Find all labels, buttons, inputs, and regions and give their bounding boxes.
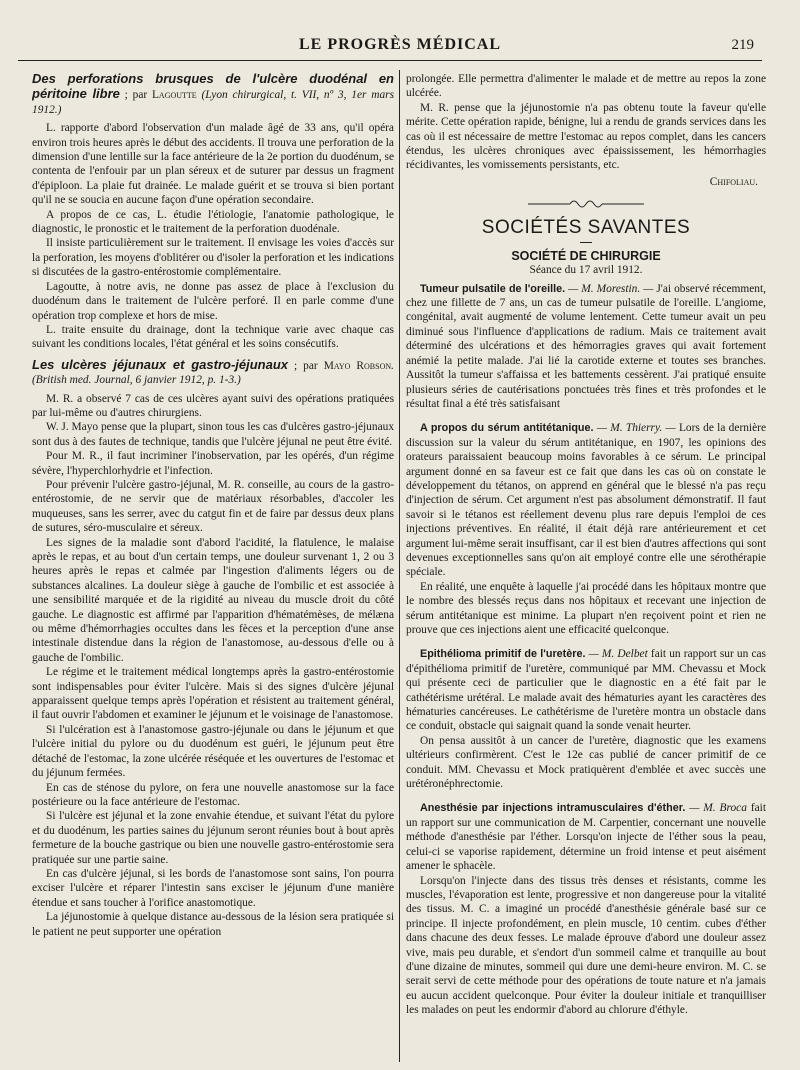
report-heading: Tumeur pulsatile de l'oreille. (420, 282, 566, 295)
paragraph: Si l'ulcère est jéjunal et la zone envahie étendue, et suivant l'état du pylore et du duodénum, les parties saines du jéjunum seront réunies bout à bout après fermeture de la bouche gastrique ou bien une nouvelle gastro-entérostomie sera pratiquée sur une partie saine. (32, 810, 394, 866)
report-heading: A propos du sérum antitétanique. (420, 422, 594, 435)
article-headline: Des perforations brusques de l'ulcère duodénal en péritoine libre (32, 72, 394, 102)
article-byline-pre: ; par (288, 359, 324, 372)
left-column (32, 72, 394, 1062)
session-date: Séance du 17 avril 1912. (529, 264, 643, 277)
paragraph: Lorsqu'on l'injecte dans des tissus très denses et résistants, comme les muscles, l'évaporation est lente, progressive et non dangereuse pour la vitalité des tissus. M. C. a imaginé un procédé d'anesthésie générale basé sur ce principe. Il injecte profondément, en plein muscle, 10 centim. cubes d'éther dans chacune des deux fesses. Le malade éprouve d'abord une douleur assez vive, mais peu durable, et s'endort d'un sommeil calme et tranquille au bout d'une dizaine de minutes, sommeil qui dure une demi-heure environ. M. C. se serait servi de cette méthode pour des opérations de toute nature et n'a jamais eu aucun accident quelconque. Pour éviter la douleur initiale et tranquilliser les malades on peut les endormir d'abord au chlorure d'éthyle. (406, 874, 766, 1017)
paragraph: L. rapporte d'abord l'observation d'un malade âgé de 33 ans, qu'il opéra environ trois heures après le début des accidents. Il trouva une perforation de la dimension d'une lentille sur la face antérieure de la 2e portion du duodénum, se contenta de l'enfouir par un plan séreux et de suturer par dessus un fragment d'épiploon. La plaie fut drainée. Le malade guérit et se trouva si bien portant qu'il ne se soucia en aucune façon d'une opération secondaire. (32, 122, 394, 207)
report-speaker: — M. Delbet (585, 648, 651, 661)
paragraph: Si l'ulcération est à l'anastomose gastro-jéjunale ou dans le jéjunum et que l'ulcère initial du pylore ou du duodénum est guéri, le jéjunum peut être détaché de l'estomac, la zone ulcérée réséquée et les ouvertures de l'estomac et du jéjunum fermées. (32, 723, 394, 780)
report-text: fait un rapport sur une communication de M. Carpentier, concernant une nouvelle méthode d'anesthésie par l'éther. Lorsqu'on injecte de l'éther sous la peau, celui-ci se vaporise rapidement, détermine un froid intense et peut aisément amener le sphacèle. (406, 802, 766, 873)
report-text: fait un rapport sur un cas d'épithélioma primitif de l'uretère, communiqué par MM. Chevassu et Mock qui présente ceci de particulier que le diagnostic en a été fait par le cathétérisme urétéral. Le malade avait des hématuries ayant les caractères des hématuries cancéreuses. Le cathétérisme de l'uretère montra un obstacle dans ce conduit, obstacle qui saignait quand la sonde venait heurter. (406, 648, 766, 733)
paragraph: W. J. Mayo pense que la plupart, sinon tous les cas d'ulcères gastro-jéjunaux sont dus à des fautes de technique, tandis que l'ulcère jéjunal ne peut être évité. (32, 421, 394, 448)
section-title: SOCIÉTÉS SAVANTES (481, 217, 691, 239)
report-speaker: — M. Thierry. — (593, 422, 679, 435)
paragraph: La jéjunostomie à quelque distance au-dessous de la lésion sera pratiquée si le patient ne peut supporter une opération (32, 911, 394, 938)
section-rule (580, 242, 592, 243)
paragraph: M. R. a observé 7 cas de ces ulcères ayant suivi des opérations pratiquées par lui-même ou d'autres chirurgiens. (32, 392, 394, 419)
author-signature: Chifoliau. (709, 175, 758, 188)
paragraph: En cas de sténose du pylore, on fera une nouvelle anastomose sur la face postérieure ou la face antérieure de l'estomac. (32, 781, 394, 808)
paragraph: L. traite ensuite du drainage, dont la technique varie avec chaque cas suivant les conditions locales, l'état général et les soins consécutifs. (32, 323, 394, 351)
report-paragraph (406, 421, 766, 579)
page-number: 219 (731, 37, 754, 53)
paragraph: Pour M. R., il faut incriminer l'inobservation, par les opérés, d'un régime sévère, l'hyperchlorhydrie et l'infection. (32, 450, 394, 477)
report-text: J'ai observé récemment, chez une fillette de 7 ans, un cas de tumeur pulsatile de l'oreille. L'angiome, congénital, avait augmenté de volume lentement. Cette tumeur avait un peu diminué sous l'influence d'applications de radium. Mais ce traitement avait déterminé des ulcérations et des hémorragies graves qui avait fortement anémié la petite malade. J'ai lié la carotide externe et toutes ses branches. Aussitôt la tumeur s'affaissa et les battements cessèrent. J'ai pratiqué ensuite plusieurs séries de cautérisations ponctuées très fines et très profondes et le résultat final a été très satisfaisant (406, 282, 766, 410)
page-header (0, 0, 800, 60)
report-speaker: — M. Broca (685, 802, 751, 815)
article-headline: Les ulcères jéjunaux et gastro-jéjunaux (32, 356, 289, 372)
journal-title: LE PROGRÈS MÉDICAL (298, 36, 502, 53)
report-paragraph (406, 282, 766, 412)
article-title-ulceres (32, 358, 394, 388)
report-paragraph (406, 647, 766, 733)
article-author: Mayo Robson (323, 359, 392, 372)
paragraph: Les signes de la maladie sont d'abord l'acidité, la flatulence, le malaise après le repas, et au bout d'un certain temps, une douleur survenant 1, 2 ou 3 heures après le repas et calmée par l'ingestion d'aliments légers ou de substances alcalines. La douleur siège à gauche de l'ombilic et est associée à une sensibilité marquée et de la rigidité au niveau du muscle droit du côté gauche. Le diagnostic est affirmé par l'apparition d'hématémèses, de mélæna ou même d'hémorrhagies occultes dans les fèces et la perception d'une anse intestinale distendue dans la région de l'anastomose, au-dessous d'elle ou à gauche de l'ombilic. (32, 536, 394, 664)
paragraph: En réalité, une enquête à laquelle j'ai procédé dans les hôpitaux montre que le nombre des blessés reçus dans nos hôpitaux et recevant une injection de sérum antitétanique est minime. La plupart n'en reçoivent point et rien ne prouve que ces injections aient une efficacité quelconque. (406, 580, 766, 636)
article-byline-pre: ; par (119, 89, 152, 102)
paragraph: prolongée. Elle permettra d'alimenter le malade et de mettre au repos la zone ulcérée. (406, 73, 766, 100)
paragraph: Lagoutte, à notre avis, ne donne pas assez de place à l'exclusion du duodénum dans le traitement de l'ulcère perforé. Il en parle comme d'une opération trop complexe et hors de mise. (32, 280, 394, 322)
report-speaker: — M. Morestin. — (565, 282, 657, 295)
article-source: (Lyon chirurgical, t. VII, nº 3, 1er mars 1912.) (32, 89, 394, 116)
article-source: . (British med. Journal, 6 janvier 1912, p. 1-3.) (32, 359, 394, 387)
report-heading: Epithélioma primitif de l'uretère. (420, 648, 586, 661)
paragraph: Pour prévenir l'ulcère gastro-jéjunal, M. R. conseille, au cours de la gastro-entérostomie, de ne servir que de matériaux résorbables, d'accoler les muqueuses, sans les serrer, avec du catgut fin et de faire par dessus deux plans de sutures, séro-musculaire et séreux. (32, 478, 394, 535)
paragraph: A propos de ce cas, L. étudie l'étiologie, l'anatomie pathologique, le diagnostic, le pronostic et le traitement de la perforation duodénale. (32, 208, 394, 236)
right-column (406, 72, 766, 1062)
article-author: Lagoutte (151, 89, 197, 102)
subsection-title: SOCIÉTÉ DE CHIRURGIE (511, 249, 661, 264)
paragraph: Il insiste particulièrement sur le traitement. Il envisage les voies d'accès sur la perforation, les moyens d'oblitérer ou d'isoler la perforation et les indications si discutées de la gastro-entérostomie complémentaire. (32, 237, 394, 279)
report-paragraph (406, 801, 766, 873)
paragraph: On pensa aussitôt à un cancer de l'uretère, diagnostic que les examens ultérieurs confirmèrent. C'est le 12e cas publié de cancer primitif de ce conduit. MM. Chevassu et Mock pratiquèrent d'emblée et avec succès une urétéronéphrectomie. (406, 734, 766, 791)
ornamental-divider (526, 197, 646, 211)
paragraph: M. R. pense que la jéjunostomie n'a pas obtenu toute la faveur qu'elle mérite. Cette opération rapide, bénigne, lui a rendu de grands services dans les cas où il est nécessaire de mettre l'estomac au repos complet, dans les cancers étendus, les ulcères chroniques avec épaississement, les hémorrhagies récidivantes, les vomissements persistants, etc. (406, 101, 766, 172)
article-title-perforations (32, 72, 394, 117)
column-divider (399, 70, 400, 1062)
header-rule (18, 60, 762, 61)
paragraph: En cas d'ulcère jéjunal, si les bords de l'anastomose sont sains, l'on pourra exciser l'ulcère et réparer l'intestin sans exciser le jéjunum d'une manière étendue et sans toucher à l'orifice anastomotique. (32, 867, 394, 909)
paragraph: Le régime et le traitement médical longtemps après la gastro-entérostomie sont indispensables pour éviter l'ulcère. Mais si des signes d'ulcère jéjunal apparaissent quelque temps après l'opération et résistent au traitement général, il faut ouvrir l'abdomen et examiner le jéjunum et le voisinage de l'anastomose. (32, 666, 394, 722)
report-text: Lors de la dernière discussion sur la valeur du sérum antitétanique, en 1907, les opinions des orateurs paraissaient beaucoup moins favorables à ce sérum. Le principal argument donné en sa faveur est ce fait que dans les cas où on constate le développement du tétanos, on apprend en général que le blessé n'a pas reçu d'injection de sérum. Cet argument n'est pas absolument démonstratif. Il faut savoir si le tétanos est réellement devenu plus rare depuis l'emploi de ces injections préventives. En réalité, il était déjà rare antérieurement et cet argument lui-même serait insuffisant, car il est bien d'autres affections qui sont devenues exceptionnelles sans qu'on ait employé contre elle une sérothérapie spéciale. (406, 422, 766, 579)
report-heading: Anesthésie par injections intramusculaires d'éther. (420, 802, 686, 815)
